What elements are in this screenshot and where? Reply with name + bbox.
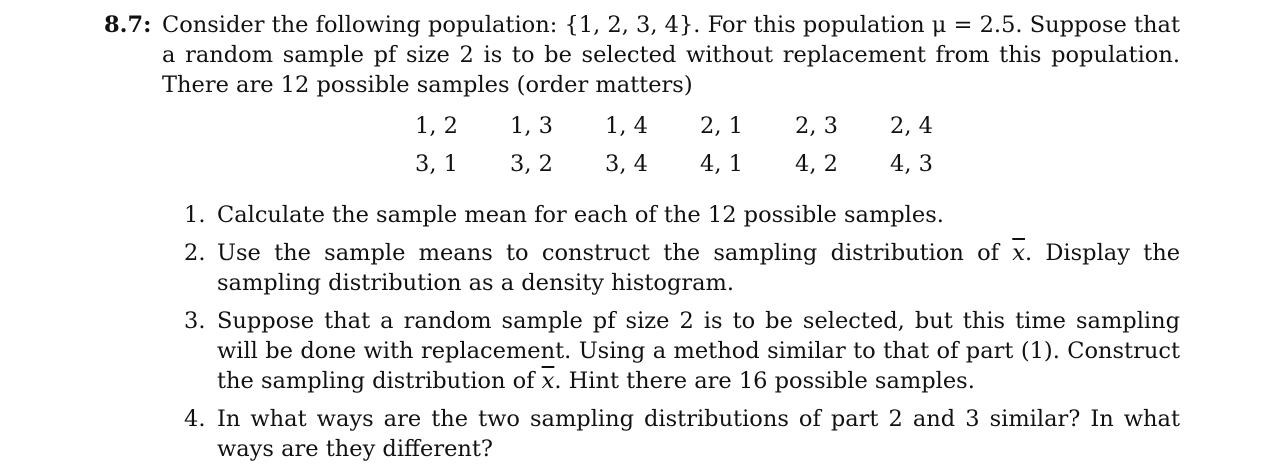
question-marker: 3. bbox=[184, 308, 206, 334]
question-2 bbox=[184, 238, 1180, 298]
sample-cell: 2, 1 bbox=[700, 113, 743, 139]
question-marker: 4. bbox=[184, 406, 206, 432]
question-text: . Display the sampling distribution as a density histogram. bbox=[217, 240, 1181, 296]
question-marker: 1. bbox=[184, 202, 206, 228]
question-text: Use the sample means to construct the sampling distribution of bbox=[217, 240, 1013, 266]
sample-cell: 1, 4 bbox=[605, 113, 648, 139]
samples-row bbox=[300, 113, 940, 151]
problem-intro bbox=[104, 10, 1180, 100]
samples-row bbox=[300, 151, 940, 189]
sample-cell: 3, 2 bbox=[510, 151, 553, 177]
sample-cell: 2, 4 bbox=[890, 113, 933, 139]
sample-cell: 4, 1 bbox=[700, 151, 743, 177]
question-text: . Hint there are 16 possible samples. bbox=[554, 368, 975, 394]
problem-statement bbox=[104, 10, 1180, 100]
question-list bbox=[184, 200, 1180, 464]
question-4 bbox=[184, 404, 1180, 464]
question-text: Calculate the sample mean for each of the 12 possible samples. bbox=[217, 202, 944, 228]
sample-cell: 2, 3 bbox=[795, 113, 838, 139]
question-marker: 2. bbox=[184, 240, 206, 266]
sample-cell: 1, 3 bbox=[510, 113, 553, 139]
samples-table bbox=[300, 113, 940, 189]
sample-cell: 4, 3 bbox=[890, 151, 933, 177]
x-bar-symbol: $\overline{x}$ bbox=[541, 368, 555, 394]
intro-text: Consider the following population: {1, 2, 3, 4}. For this population μ = 2.5. Suppose that a random sample pf size 2 is to be selected without replacement from this population. There are 12 possible samples (order matters) bbox=[162, 12, 1180, 98]
sample-cell: 1, 2 bbox=[415, 113, 458, 139]
sample-cell: 3, 1 bbox=[415, 151, 458, 177]
x-bar-symbol: $\overline{x}$ bbox=[1012, 240, 1025, 266]
question-3 bbox=[184, 306, 1180, 396]
sample-cell: 3, 4 bbox=[605, 151, 648, 177]
sample-cell: 4, 2 bbox=[795, 151, 838, 177]
question-1 bbox=[184, 200, 1180, 230]
problem-number: 8.7: bbox=[104, 12, 152, 38]
question-text: Suppose that a random sample pf size 2 is to be selected, but this time sampling will be done with replacement. Using a method similar to that of part (1). Construct the sampling distribution of bbox=[217, 308, 1180, 394]
question-text: In what ways are the two sampling distributions of part 2 and 3 similar? In what ways are they different? bbox=[217, 406, 1180, 462]
